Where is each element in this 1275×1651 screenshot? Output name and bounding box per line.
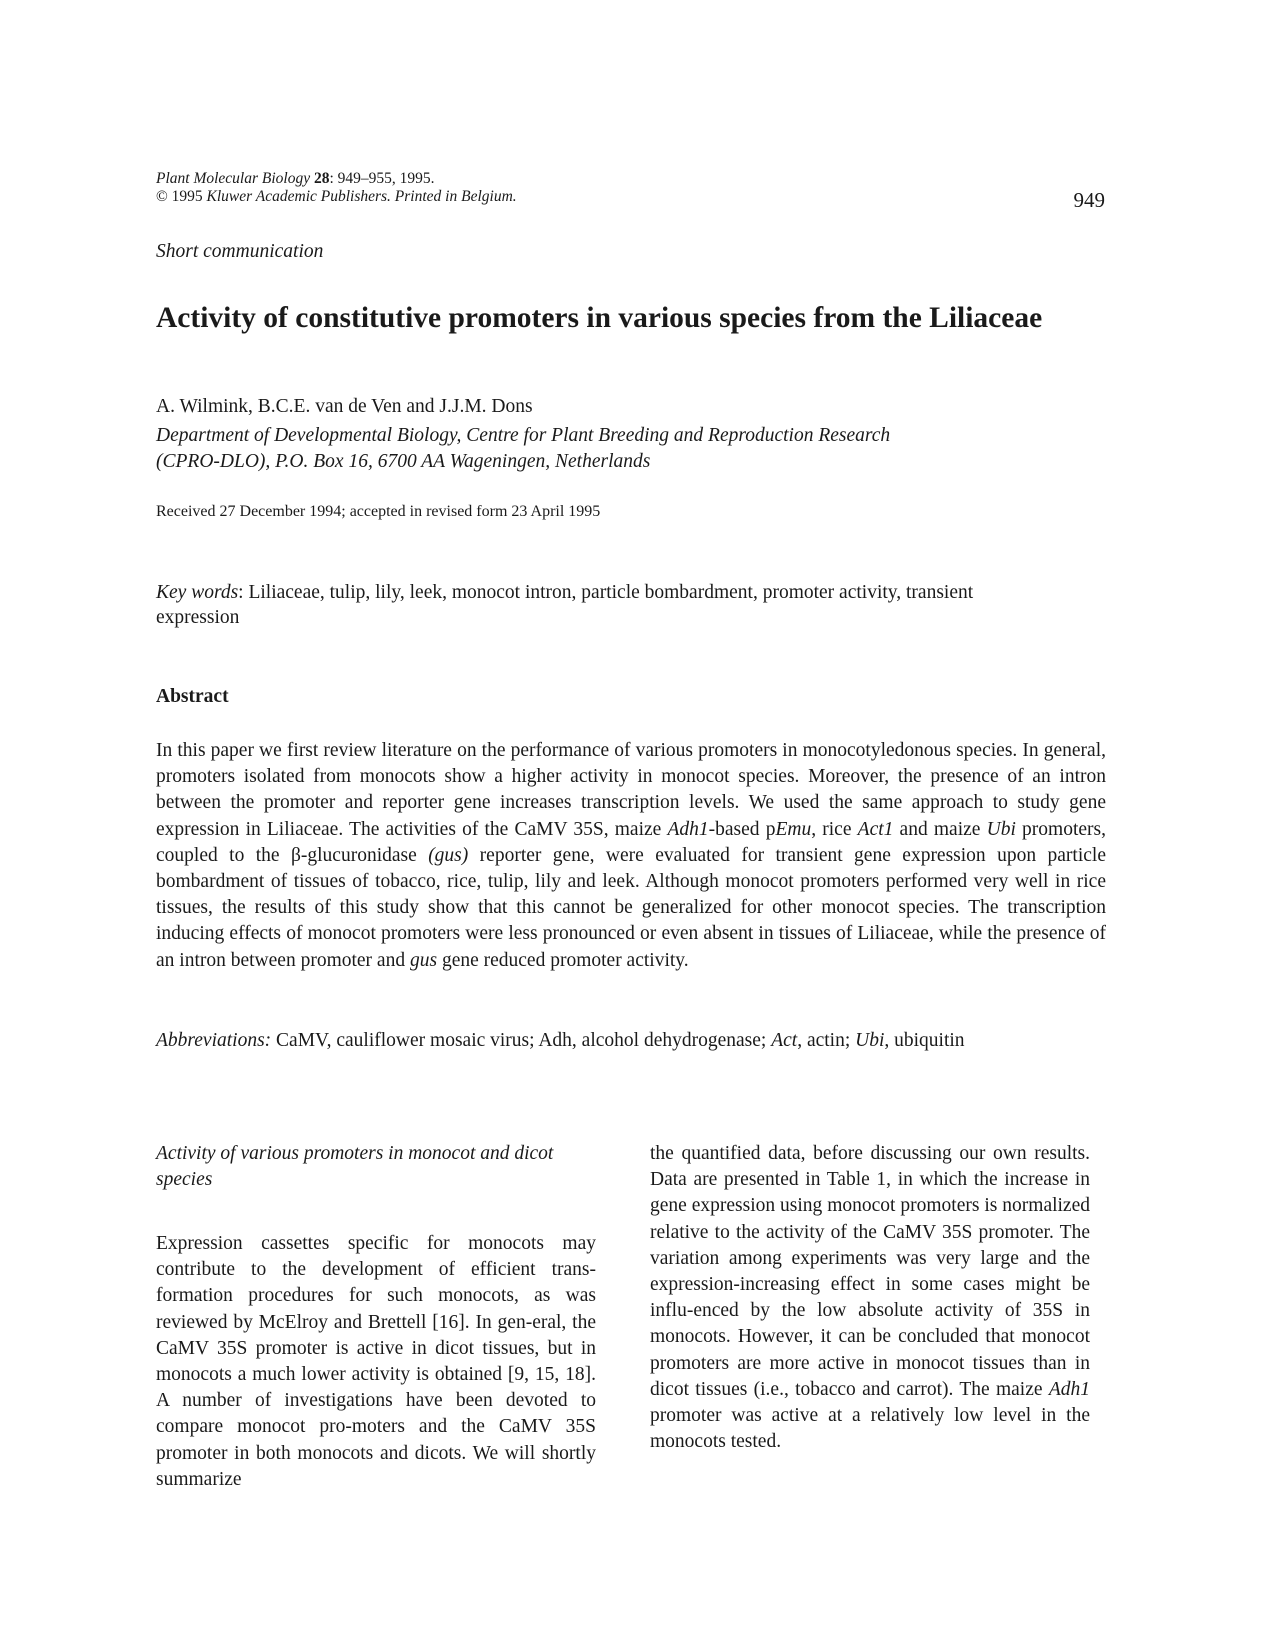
journal-name: Plant Molecular Biology	[156, 170, 311, 187]
affiliation-line-2: (CPRO-DLO), P.O. Box 16, 6700 AA Wageningen, Netherlands	[156, 451, 651, 472]
keywords-label: Key words	[156, 582, 239, 603]
publisher: Kluwer Academic Publishers. Printed in Belgium.	[206, 188, 517, 205]
abbreviations: Abbreviations: CaMV, cauliflower mosaic virus; Adh, alcohol dehydrogenase; Act, actin; Ubi, ubiquitin	[156, 1030, 965, 1051]
copyright-year: 1995	[167, 188, 207, 205]
journal-line-2	[156, 188, 517, 206]
abstract-heading: Abstract	[156, 686, 229, 707]
journal-pages: : 949–955, 1995.	[329, 170, 435, 187]
abstract-text: In this paper we first review literature on the performance of various promoters in monocotyledonous species. In general, promoters isolated from monocots show a higher activity in monocot species. Moreover, the presence of an intron between the promoter and reporter gene increases transcription levels. We used the same approach to study gene expression in Liliaceae. The activities of the CaMV 35S, maize Adh1-based pEmu, rice Act1 and maize Ubi promoters, coupled to the β-glucuronidase (gus) reporter gene, were evaluated for transient gene expression upon particle bombardment of tissues of tobacco, rice, tulip, lily and leek. Although monocot promoters performed very well in rice tissues, the results of this study show that this cannot be generalized for other monocot species. The transcription inducing effects of monocot promoters were less pronounced or even absent in tissues of Liliaceae, while the presence of an intron between promoter and gus gene reduced promoter activity.	[156, 740, 1106, 971]
journal-citation	[156, 170, 517, 206]
received-dates: Received 27 December 1994; accepted in revised form 23 April 1995	[156, 503, 601, 520]
paper-title: Activity of constitutive promoters in various species from the Liliaceae	[156, 302, 1043, 334]
body-column-left: Expression cassettes specific for monocots may contribute to the development of efficient trans-formation procedures for such monocots, as was reviewed by McElroy and Brettell [16]. In gen-eral, the CaMV 35S promoter is active in dicot tissues, but in monocots a much lower activity is obtained [9, 15, 18]. A number of investigations have been devoted to compare monocot pro-moters and the CaMV 35S promoter in both monocots and dicots. We will shortly summarize	[156, 1233, 596, 1490]
authors: A. Wilmink, B.C.E. van de Ven and J.J.M. Dons	[156, 396, 533, 417]
body-column-right: the quantified data, before discussing our own results. Data are presented in Table 1, in which the increase in gene expression using monocot promoters is normalized relative to the activity of the CaMV 35S promoter. The variation among experiments was very large and the expression-increasing effect in some cases might be influ-enced by the low absolute activity of 35S in monocots. However, it can be concluded that monocot promoters are more active in monocot tissues than in dicot tissues (i.e., tobacco and carrot). The maize Adh1 promoter was active at a relatively low level in the monocots tested.	[650, 1143, 1090, 1453]
journal-volume: 28	[313, 170, 330, 187]
affiliation	[156, 423, 890, 475]
keywords	[156, 580, 1056, 630]
abbreviations-label: Abbreviations:	[156, 1030, 272, 1051]
page-number: 949	[1073, 188, 1105, 212]
affiliation-line-1: Department of Developmental Biology, Centre for Plant Breeding and Reproduction Research	[156, 425, 891, 446]
journal-line-1	[156, 170, 517, 188]
article-type: Short communication	[156, 241, 324, 262]
section-heading: Activity of various promoters in monocot and dicot species	[156, 1143, 554, 1190]
copyright-symbol: ©	[156, 188, 168, 205]
keywords-text: : Liliaceae, tulip, lily, leek, monocot intron, particle bombardment, promoter activity, transient expression	[156, 582, 974, 628]
